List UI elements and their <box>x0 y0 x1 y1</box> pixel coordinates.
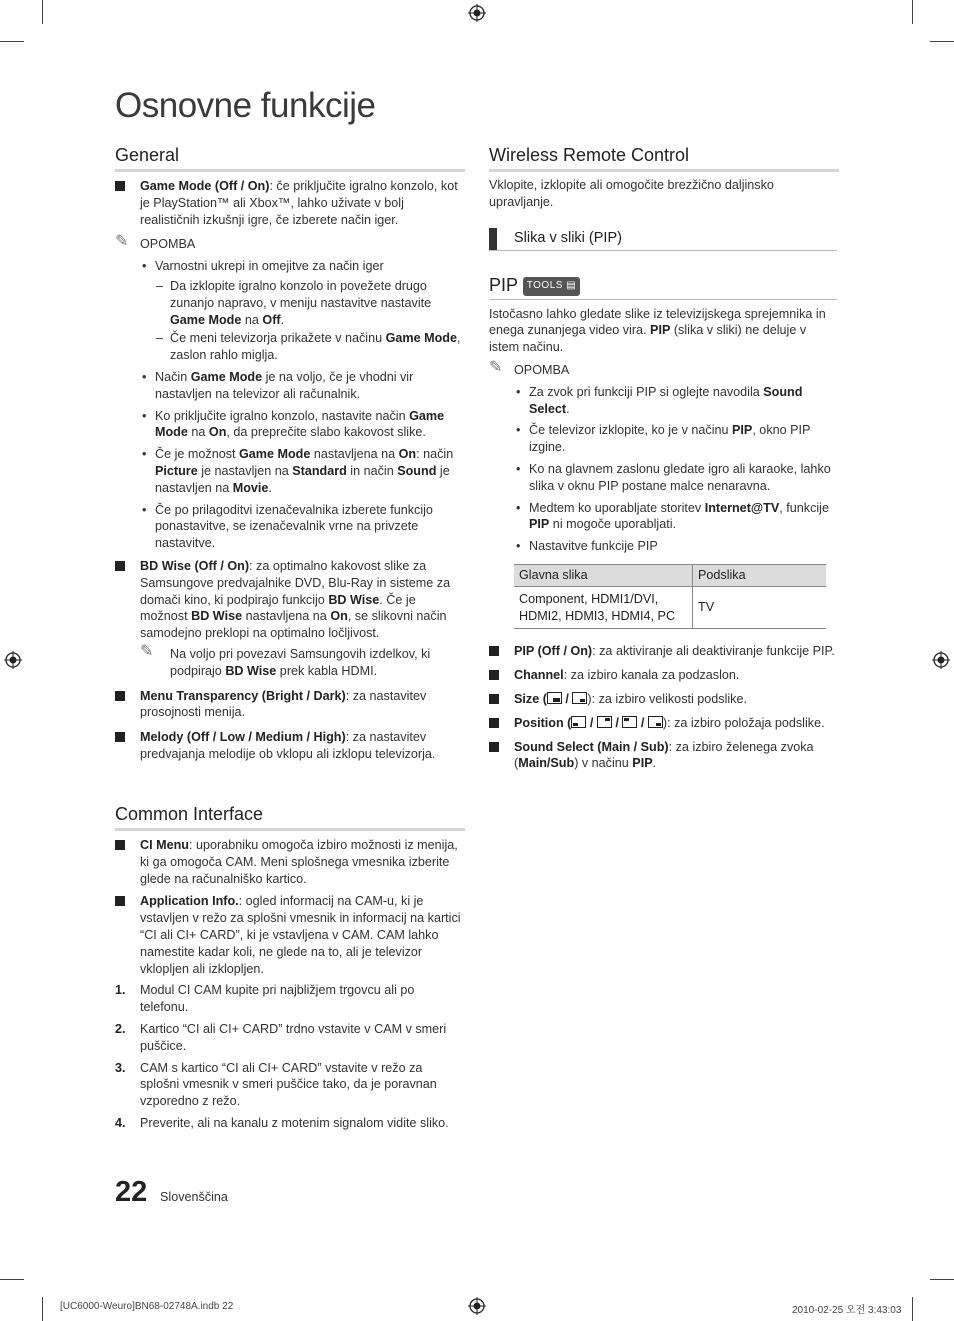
list-item: 3. CAM s kartico “CI ali CI+ CARD” vstavite v režo za splošni vmesnik v smeri puščice tako, da je poravnan vzporedno z režo. <box>115 1060 437 1109</box>
list-item: BD Wise (Off / On): za optimalno kakovost slike za Samsungove predvajalnike DVD, Blu-Ray in sisteme za domači kino, ki podpirajo funkcijo BD Wise. Če je možnost BD Wise nastavljena na On, se slikovni način samodejno preklopi na optimalno ločljivost. <box>115 558 463 642</box>
square-bullet-icon <box>115 840 125 850</box>
registration-mark-icon <box>468 4 486 22</box>
list-item: Game Mode (Off / On): če priključite igralno konzolo, kot je PlayStation™ ali Xbox™, lahko uživate v bolj realističnih izkušnji igre, če izberete način iger. <box>115 178 463 228</box>
crop-mark <box>912 0 913 24</box>
note-heading: ✎ OPOMBA <box>115 233 196 252</box>
general-content <box>115 178 463 763</box>
list-item: • Varnostni ukrepi in omejitve za način iger <box>142 259 384 274</box>
pip-size-large-icon <box>547 692 562 704</box>
square-bullet-icon <box>489 718 499 728</box>
square-bullet-icon <box>489 694 499 704</box>
note-heading: ✎ OPOMBA <box>489 358 570 377</box>
pip-position-top-left-icon <box>622 716 637 728</box>
registration-mark-icon <box>468 1297 486 1315</box>
pip-position-bottom-right-icon <box>648 716 663 728</box>
list-item: Menu Transparency (Bright / Dark): za nastavitev prosojnosti menija. <box>115 688 463 722</box>
list-item: • Za zvok pri funkciji PIP si oglejte navodila Sound Select. <box>516 384 803 416</box>
registration-mark-icon <box>4 651 22 669</box>
list-item: • Ko priključite igralno konzolo, nastavite način Game Mode na On, da preprečite slabo kakovost slike. <box>142 408 445 440</box>
pip-size-small-icon <box>572 692 587 704</box>
pip-content <box>489 230 837 772</box>
list-item: 2. Kartico “CI ali CI+ CARD” trdno vstavite v CAM v smeri puščice. <box>115 1021 447 1053</box>
list-item: 4. Preverite, ali na kanalu z motenim signalom vidite sliko. <box>115 1115 449 1130</box>
pip-position-bottom-left-icon <box>571 716 586 728</box>
note-item: ✎ Na voljo pri povezavi Samsungovih izdelkov, ki podpirajo BD Wise prek kabla HDMI. <box>140 642 431 678</box>
pip-position-top-right-icon <box>597 716 612 728</box>
crop-mark <box>912 1297 913 1321</box>
section-heading-wireless-remote: Wireless Remote Control <box>489 145 839 172</box>
table-row <box>514 586 826 629</box>
wireless-content: Vklopite, izklopite ali omogočite brezžično daljinsko upravljanje. <box>489 178 774 209</box>
square-bullet-icon <box>115 732 125 742</box>
square-bullet-icon <box>489 742 499 752</box>
crop-mark <box>930 41 954 42</box>
list-item: • Medtem ko uporabljate storitev Internet@TV, funkcije PIP ni mogoče uporabljati. <box>516 500 829 532</box>
tools-badge: TOOLS ▤ <box>523 277 580 296</box>
list-item: 1. Modul CI CAM kupite pri najbližjem trgovcu ali po telefonu. <box>115 983 415 1015</box>
square-bullet-icon <box>115 896 125 906</box>
common-interface-content <box>115 837 463 1132</box>
list-item: • Način Game Mode je na voljo, če je vhodni vir nastavljen na televizor ali računalnik. <box>142 369 414 401</box>
subsection-heading-pip: Slika v sliki (PIP) <box>489 230 837 251</box>
crop-mark <box>0 1279 24 1280</box>
footer-file-info: [UC6000-Weuro]BN68-02748A.indb 22 <box>60 1301 234 1312</box>
pencil-icon: ✎ <box>489 358 503 376</box>
pip-heading: PIP TOOLS ▤ <box>489 277 837 300</box>
list-item: • Če po prilagoditvi izenačevalnika izberete funkcijo ponastavitve, se izenačevalnik vrne na privzete nastavitve. <box>142 502 433 551</box>
list-item: – Da izklopite igralno konzolo in povežete drugo zunanjo napravo, v meniju nastavitve nastavite Game Mode na Off. <box>156 278 432 327</box>
language-label: Slovenščina <box>160 1190 228 1204</box>
list-item: • Ko na glavnem zaslonu gledate igro ali karaoke, lahko slika v oknu PIP postane malce nenaravna. <box>516 461 831 493</box>
list-item: Channel: za izbiro kanala za podzaslon. <box>489 667 837 684</box>
page-title: Osnovne funkcije <box>115 86 376 125</box>
square-bullet-icon <box>489 646 499 656</box>
list-item: • Če televizor izklopite, ko je v načinu PIP, okno PIP izgine. <box>516 423 811 455</box>
list-item: Application Info.: ogled informacij na CAM-u, ki je vstavljen v režo za splošni vmesnik in informacij na kartici “CI ali CI+ CARD”, ki je vstavljena v CAM. CAM lahko namestite kadar koli, ne glede na to, ali je televizor vklopljen ali izklopljen. <box>115 893 463 977</box>
table-cell: Component, HDMI1/DVI, HDMI2, HDMI3, HDMI4, PC <box>514 586 693 629</box>
footer-timestamp: 2010-02-25 오전 3:43:03 <box>792 1305 902 1316</box>
square-bullet-icon <box>115 561 125 571</box>
list-item: Size ( / ): za izbiro velikosti podslike. <box>489 691 837 708</box>
square-bullet-icon <box>115 181 125 191</box>
pip-table <box>514 564 826 629</box>
registration-mark-icon <box>932 651 950 669</box>
section-heading-common-interface: Common Interface <box>115 804 465 831</box>
list-item: Melody (Off / Low / Medium / High): za nastavitev predvajanja melodije ob vklopu ali izklopu televizorja. <box>115 729 463 763</box>
list-item: Position ( / / / ): za izbiro položaja podslike. <box>489 715 837 732</box>
pencil-icon: ✎ <box>115 233 129 251</box>
pencil-icon: ✎ <box>140 642 154 660</box>
list-item: Sound Select (Main / Sub): za izbiro želenega zvoka (Main/Sub) v načinu PIP. <box>489 739 837 773</box>
pip-intro: Istočasno lahko gledate slike iz televizijskega sprejemnika in enega zunanjega video vira. PIP (slika v sliki) ne deluje v istem načinu. <box>489 306 826 355</box>
table-header: Glavna slika <box>514 564 693 586</box>
list-item: CI Menu: uporabniku omogoča izbiro možnosti iz menija, ki ga omogoča CAM. Meni splošnega vmesnika izberite glede na računalniško kartico. <box>115 837 463 887</box>
table-cell: TV <box>693 586 827 629</box>
list-item: • Nastavitve funkcije PIP <box>516 539 658 554</box>
table-header: Podslika <box>693 564 827 586</box>
list-item: PIP (Off / On): za aktiviranje ali deaktiviranje funkcije PIP. <box>489 643 837 660</box>
section-heading-general: General <box>115 145 465 172</box>
page-number: 22 <box>115 1176 148 1208</box>
square-bullet-icon <box>115 691 125 701</box>
crop-mark <box>930 1279 954 1280</box>
crop-mark <box>42 0 43 24</box>
list-item: – Če meni televizorja prikažete v načinu Game Mode, zaslon rahlo miglja. <box>156 331 461 363</box>
heading-bar <box>489 228 497 250</box>
crop-mark <box>42 1297 43 1321</box>
crop-mark <box>0 41 24 42</box>
list-item: • Če je možnost Game Mode nastavljena na On: način Picture je nastavljen na Standard in način Sound je nastavljen na Movie. <box>142 447 454 495</box>
square-bullet-icon <box>489 670 499 680</box>
